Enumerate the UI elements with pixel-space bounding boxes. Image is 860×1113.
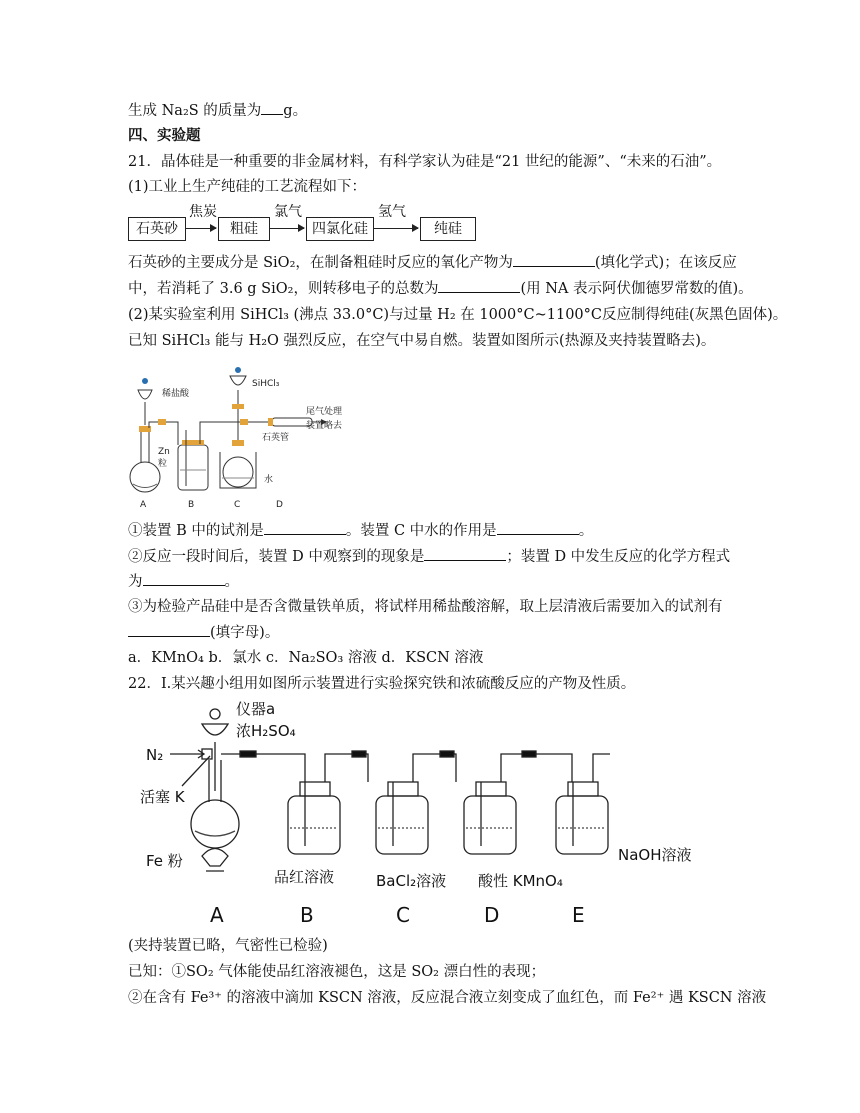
label-fe-powder: Fe 粉: [146, 852, 183, 870]
label-naoh-solution: NaOH溶液: [618, 846, 692, 864]
fragment: 为: [128, 574, 143, 590]
label-B: B: [300, 903, 314, 927]
label-conc-h2so4: 浓H₂SO₄: [236, 722, 296, 740]
apparatus-figure-2: [140, 696, 740, 928]
fragment: 中，若消耗了 3.6 g SiO₂，则转移电子的总数为: [128, 281, 439, 297]
text-line: [128, 278, 753, 299]
answer-blank[interactable]: [143, 571, 225, 586]
label-acidic-kmno4: 酸性 KMnO₄: [478, 872, 563, 890]
label-B: B: [188, 500, 195, 510]
label-A: A: [210, 903, 224, 927]
question-21: 21．晶体硅是一种重要的非金属材料，有科学家认为硅是“21 世纪的能源”、“未来的石油”。: [128, 154, 722, 170]
text-line: ③为检验产品硅中是否含微量铁单质，将试样用稀盐酸溶解，取上层清液后需要加入的试剂有: [128, 599, 723, 615]
text-line: [128, 252, 737, 273]
text-line: [128, 622, 279, 643]
flow-box: 粗硅: [218, 217, 270, 241]
label-D: D: [484, 903, 500, 927]
question-21-part2: (2)某实验室利用 SiHCl₃ (沸点 33.0°C)与过量 H₂ 在 1000°C~1100°C反应制得纯硅(灰黑色固体)。: [128, 307, 788, 323]
answer-blank[interactable]: [128, 622, 210, 637]
fragment: (填化学式)；在该反应: [594, 255, 737, 271]
fragment: 生成 Na₂S 的质量为: [128, 103, 262, 119]
answer-blank[interactable]: [438, 278, 520, 293]
label-tail-gas-2: 装置略去: [306, 421, 343, 431]
apparatus-figure-1: [128, 360, 358, 512]
label-sihcl3: SiHCl₃: [252, 379, 280, 389]
label-valve-k: 活塞 K: [140, 788, 185, 806]
answer-blank[interactable]: [497, 520, 579, 535]
label-magenta-solution: 品红溶液: [274, 868, 335, 886]
label-dilute-hcl: 稀盐酸: [162, 389, 190, 399]
fragment: (填字母)。: [210, 625, 280, 641]
text-line: ②在含有 Fe³⁺ 的溶液中滴加 KSCN 溶液，反应混合液立刻变成了血红色，而 Fe²⁺ 遇 KSCN 溶液: [128, 990, 767, 1006]
question-22: 22．I.某兴趣小组用如图所示装置进行实验探究铁和浓硫酸反应的产物及性质。: [128, 676, 636, 692]
answer-blank[interactable]: [264, 520, 346, 535]
text-line: [128, 546, 730, 567]
answer-blank[interactable]: [513, 252, 595, 267]
fragment: ②反应一段时间后，装置 D 中观察到的现象是: [128, 549, 425, 565]
label-C: C: [396, 903, 410, 927]
text-line: 已知 SiHCl₃ 能与 H₂O 强烈反应，在空气中易自燃。装置如图所示(热源及夹持装置略去)。: [128, 333, 716, 349]
flow-arrow-label: 氯气: [274, 204, 302, 220]
fragment: ①装置 B 中的试剂是: [128, 523, 264, 539]
section-title: 四、实验题: [128, 127, 201, 144]
fragment: (用 NA 表示阿伏伽德罗常数的值)。: [520, 281, 753, 297]
fragment: 。: [578, 523, 594, 539]
text-line: [128, 100, 307, 121]
flow-arrow: [270, 228, 304, 229]
label-zn-grain: 粒: [158, 459, 168, 469]
answer-options: a．KMnO₄ b．氯水 c．Na₂SO₃ 溶液 d．KSCN 溶液: [128, 650, 484, 666]
label-water: 水: [264, 475, 274, 485]
fragment: 石英砂的主要成分是 SiO₂，在制备粗硅时反应的氧化产物为: [128, 255, 513, 271]
text-line: (夹持装置已略，气密性已检验): [128, 938, 328, 954]
flow-box: 四氯化硅: [306, 217, 374, 241]
fragment: 。: [224, 574, 239, 590]
label-quartz-tube: 石英管: [262, 433, 290, 443]
label-zn: Zn: [158, 447, 170, 457]
label-n2: N₂: [146, 746, 164, 764]
flow-arrow: [374, 228, 418, 229]
fragment: g。: [283, 103, 308, 119]
flow-box: 石英砂: [128, 217, 186, 241]
label-bacl2-solution: BaCl₂溶液: [376, 872, 447, 890]
flow-arrow-label: 氢气: [378, 204, 406, 220]
label-instrument-a: 仪器a: [236, 700, 276, 718]
flow-arrow-label: 焦炭: [189, 204, 217, 220]
label-D: D: [276, 500, 283, 510]
flow-box: 纯硅: [420, 217, 476, 241]
text-line: [128, 520, 593, 541]
fragment: ；装置 D 中发生反应的化学方程式: [506, 549, 731, 565]
answer-blank[interactable]: [424, 546, 506, 561]
label-tail-gas-1: 尾气处理: [306, 407, 343, 417]
flow-arrow: [186, 228, 216, 229]
text-line: 已知：①SO₂ 气体能使品红溶液褪色，这是 SO₂ 漂白性的表现；: [128, 964, 546, 980]
label-E: E: [572, 903, 585, 927]
text-line: [128, 571, 239, 592]
label-A: A: [140, 500, 147, 510]
process-flowchart: [128, 203, 488, 243]
fragment: 。装置 C 中水的作用是: [345, 523, 497, 539]
answer-blank[interactable]: [261, 100, 283, 115]
label-C: C: [234, 500, 241, 510]
question-21-part1: (1)工业上生产纯硅的工艺流程如下：: [128, 179, 367, 195]
